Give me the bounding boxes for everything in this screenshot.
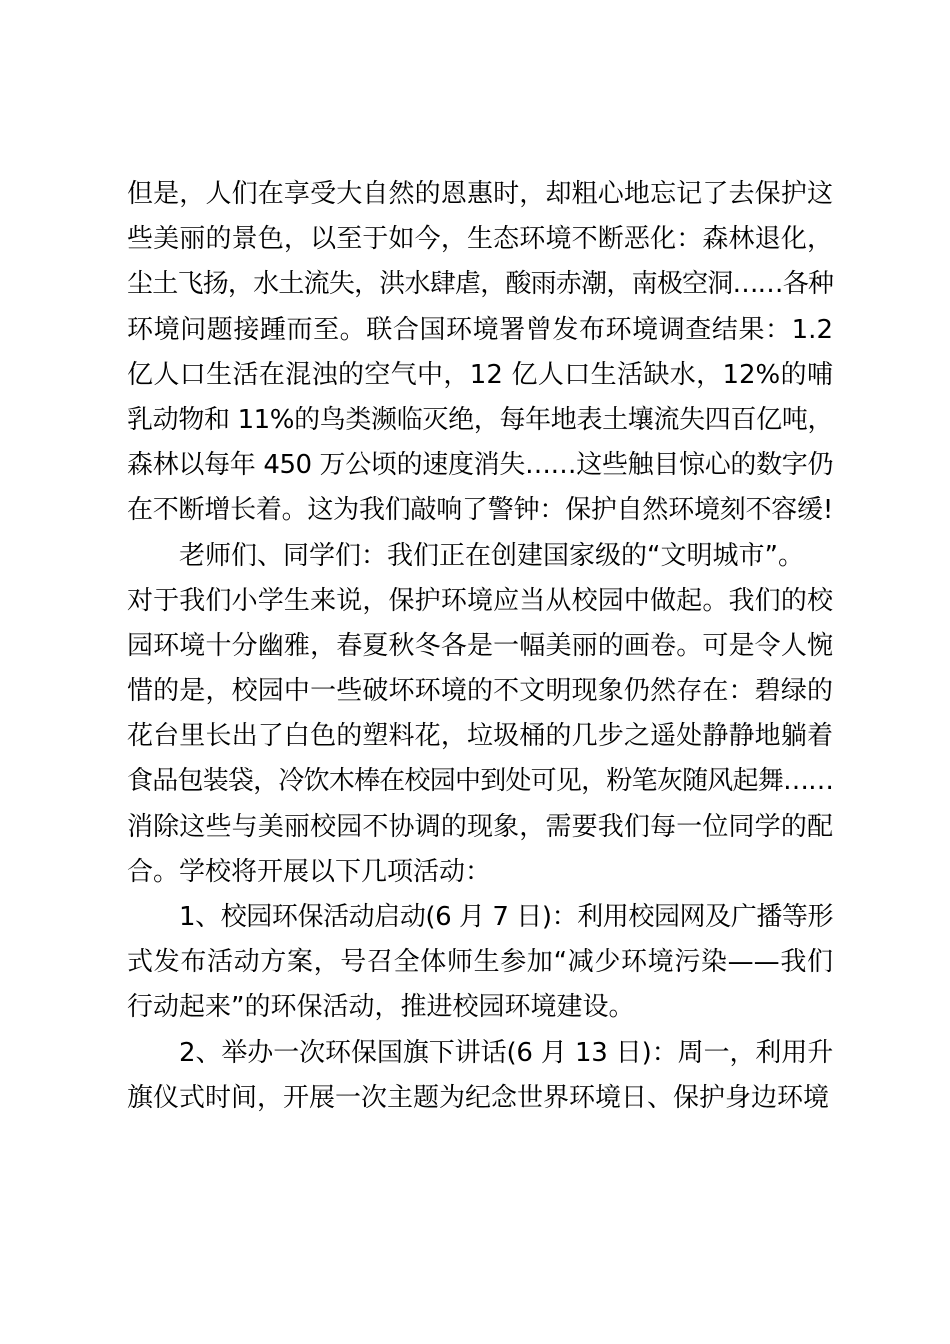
text-line: 旗仪式时间，开展一次主题为纪念世界环境日、保护身边环境 — [127, 1082, 830, 1113]
text-line: 式发布活动方案，号召全体师生参加“减少环境污染——我们 — [127, 947, 833, 978]
text-line: 行动起来”的环保活动，推进校园环境建设。 — [127, 992, 635, 1023]
text-line: 1、校园环保活动启动(6 月 7 日)：利用校园网及广播等形 — [179, 902, 833, 932]
text-line: 森林以每年 450 万公顷的速度消失……这些触目惊心的数字仍 — [127, 450, 833, 481]
text-line: 尘土飞扬，水土流失，洪水肆虐，酸雨赤潮，南极空洞……各种 — [127, 269, 833, 300]
text-line: 园环境十分幽雅，春夏秋冬各是一幅美丽的画卷。可是令人惋 — [127, 630, 833, 661]
text-line: 对于我们小学生来说，保护环境应当从校园中做起。我们的校 — [127, 585, 833, 616]
text-line: 环境问题接踵而至。联合国环境署曾发布环境调查结果：1.2 — [127, 314, 833, 345]
text-line: 食品包装袋，冷饮木棒在校园中到处可见，粉笔灰随风起舞…… — [127, 766, 833, 797]
text-line: 合。学校将开展以下几项活动： — [127, 856, 492, 887]
text-line: 亿人口生活在混浊的空气中，12 亿人口生活缺水，12%的哺 — [127, 359, 833, 390]
text-line: 在不断增长着。这为我们敲响了警钟：保护自然环境刻不容缓! — [127, 495, 833, 526]
text-line: 消除这些与美丽校园不协调的现象，需要我们每一位同学的配 — [127, 811, 833, 842]
text-line: 老师们、同学们：我们正在创建国家级的“文明城市”。 — [179, 540, 804, 571]
text-line: 乳动物和 11%的鸟类濒临灭绝，每年地表土壤流失四百亿吨， — [127, 404, 833, 435]
text-line: 2、举办一次环保国旗下讲话(6 月 13 日)：周一，利用升 — [179, 1037, 833, 1068]
body-text — [127, 172, 833, 1121]
text-line: 惜的是，校园中一些破坏环境的不文明现象仍然存在：碧绿的 — [127, 676, 833, 707]
text-line: 些美丽的景色，以至于如今，生态环境不断恶化：森林退化， — [127, 224, 833, 255]
text-line: 但是，人们在享受大自然的恩惠时，却粗心地忘记了去保护这 — [127, 179, 833, 209]
text-line: 花台里长出了白色的塑料花，垃圾桶的几步之遥处静静地躺着 — [127, 721, 833, 752]
